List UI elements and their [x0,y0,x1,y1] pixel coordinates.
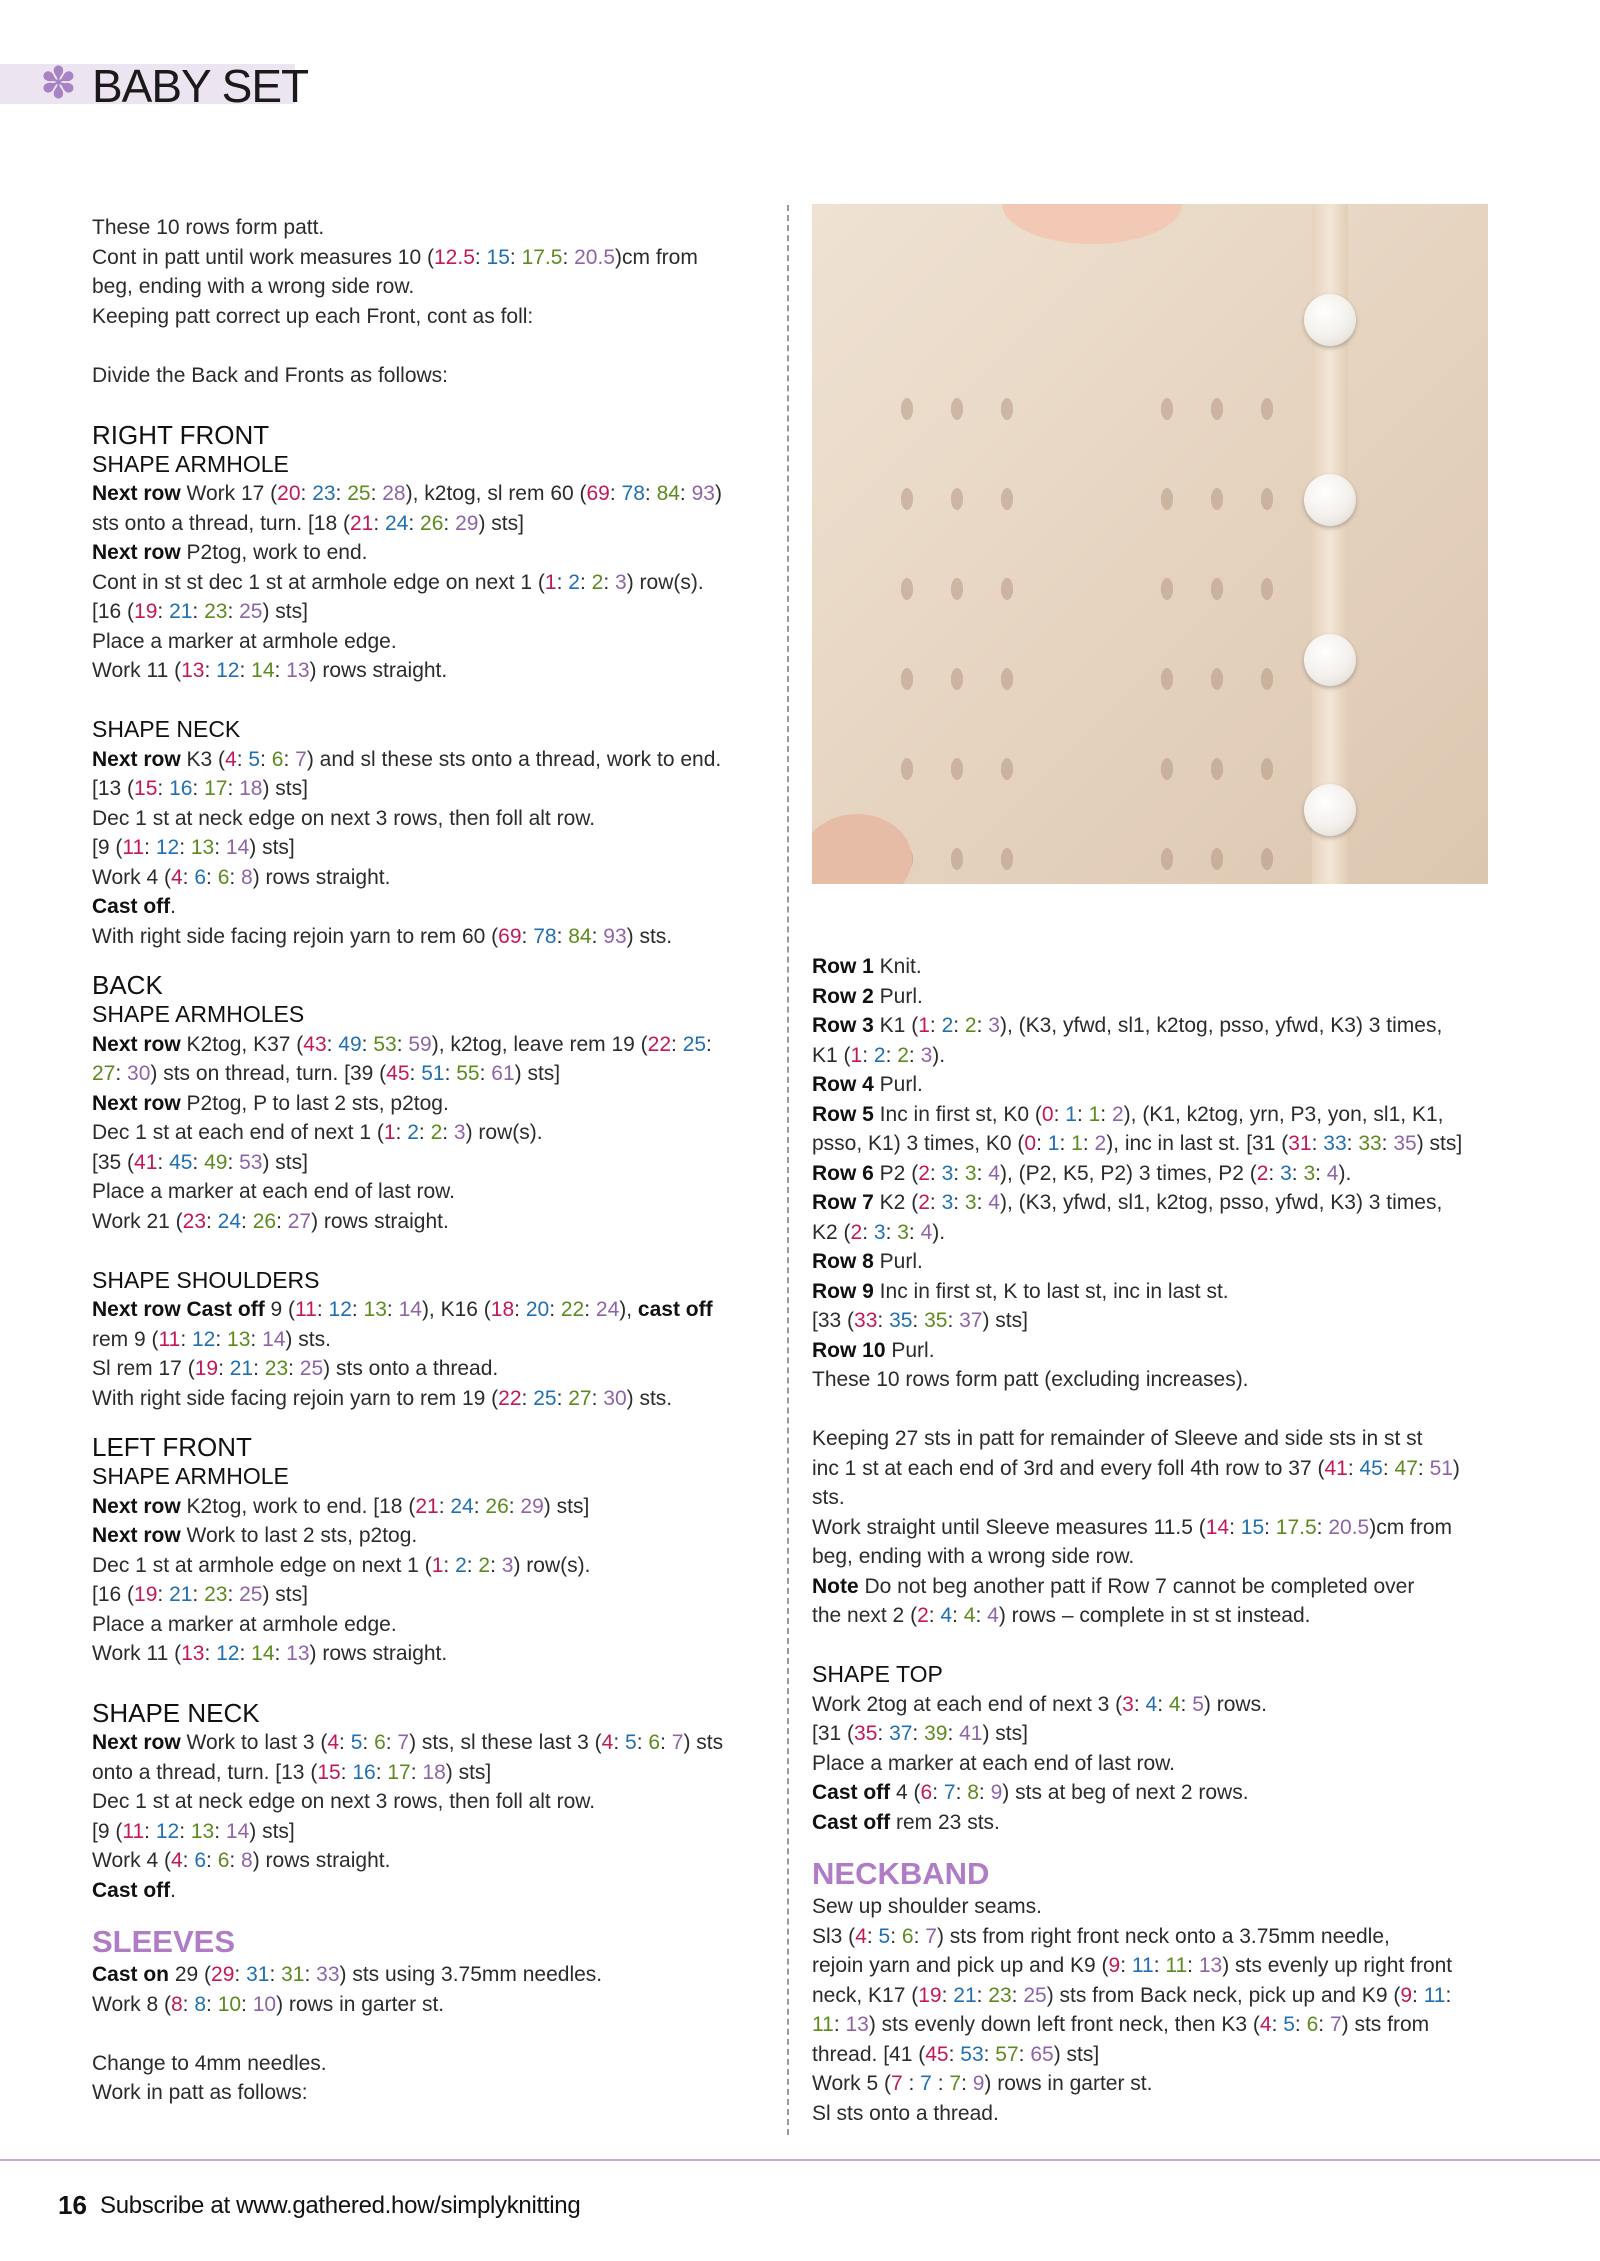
text-line: Place a marker at each end of last row. [812,1751,1176,1775]
text-line: 11: 13) sts evenly down left front neck, then K3 (4: 5: 6: 7) sts from [812,2013,1430,2036]
text-line: Place a marker at armhole edge. [92,629,397,653]
text-line: Sew up shoulder seams. [812,1895,1042,1918]
subheading-shape-neck: SHAPE NECK [92,716,241,742]
text-line: Cast on 29 (29: 31: 31: 33) sts using 3.75mm needles. [92,1963,603,1986]
section-heading-neckband: NECKBAND [812,1856,990,1891]
text-line: Next row K2tog, work to end. [18 (21: 24: 26: 29) sts] [92,1494,590,1518]
right-column [812,952,1512,2128]
text-line: Dec 1 st at each end of next 1 (1: 2: 2: 3) row(s). [92,1121,543,1144]
text-line: These 10 rows form patt. [92,216,325,239]
text-line: beg, ending with a wrong side row. [812,1545,1135,1568]
subheading-shape-neck: SHAPE NECK [92,1698,260,1728]
text-line: Row 1 Knit. [812,955,922,978]
text-line: Cast off. [92,895,177,918]
text-line: Work 11 (13: 12: 14: 13) rows straight. [92,659,448,682]
left-column [92,213,772,2108]
text-line: Cast off rem 23 sts. [812,1810,1000,1834]
text-line: With right side facing rejoin yarn to rem 19 (22: 25: 27: 30) sts. [92,1386,673,1410]
text-line: Next row Cast off 9 (11: 12: 13: 14), K16 (18: 20: 22: 24), cast off [92,1298,713,1321]
subheading-shape-armhole: SHAPE ARMHOLE [92,450,289,477]
lace-pattern [882,364,1032,884]
text-line: rem 9 (11: 12: 13: 14) sts. [92,1327,331,1351]
text-line: Work 4 (4: 6: 6: 8) rows straight. [92,865,391,889]
text-line: Dec 1 st at neck edge on next 3 rows, then foll alt row. [92,806,596,830]
text-line: Cont in patt until work measures 10 (12.5: 15: 17.5: 20.5)cm from [92,245,698,269]
text-line: [9 (11: 12: 13: 14) sts] [92,1819,295,1843]
text-line: Cont in st st dec 1 st at armhole edge on next 1 (1: 2: 2: 3) row(s). [92,570,704,594]
lace-pattern [1142,364,1292,884]
text-line: inc 1 st at each end of 3rd and every foll 4th row to 37 (41: 45: 47: 51) [812,1456,1460,1480]
text-line: Next row P2tog, P to last 2 sts, p2tog. [92,1091,449,1115]
text-line: [13 (15: 16: 17: 18) sts] [92,777,308,800]
button [1304,634,1356,686]
subheading-shape-armhole: SHAPE ARMHOLE [92,1463,289,1489]
page-number: 16 [58,2190,87,2220]
text-line: [33 (33: 35: 35: 37) sts] [812,1309,1028,1332]
section-heading-right-front: RIGHT FRONT [92,419,270,450]
text-line: Cast off 4 (6: 7: 8: 9) sts at beg of next 2 rows. [812,1781,1249,1804]
column-divider [787,205,789,2135]
text-line: K1 (1: 2: 2: 3). [812,1043,946,1067]
text-line: Row 6 P2 (2: 3: 3: 4), (P2, K5, P2) 3 times, P2 (2: 3: 3: 4). [812,1161,1352,1185]
section-heading-sleeves: SLEEVES [92,1924,235,1959]
text-line: rejoin yarn and pick up and K9 (9: 11: 11: 13) sts evenly up right front [812,1954,1453,1977]
subheading-shape-armholes: SHAPE ARMHOLES [92,1001,305,1027]
text-line: Dec 1 st at neck edge on next 3 rows, then foll alt row. [92,1790,596,1813]
text-line: Row 4 Purl. [812,1073,923,1096]
page-title: BABY SET [92,60,309,112]
text-line: Place a marker at armhole edge. [92,1612,397,1636]
button [1304,784,1356,836]
text-line: Sl sts onto a thread. [812,2101,999,2125]
footer-rule [0,2159,1600,2161]
text-line: Row 10 Purl. [812,1338,935,1362]
button [1304,474,1356,526]
text-line: Place a marker at each end of last row. [92,1180,456,1203]
footer-subscribe-link[interactable]: Subscribe at www.gathered.how/simplyknitting [100,2192,581,2219]
text-line: Cast off. [92,1878,177,1902]
text-line: Dec 1 st at armhole edge on next 1 (1: 2: 2: 3) row(s). [92,1553,591,1577]
text-line: the next 2 (2: 4: 4: 4) rows – complete in st st instead. [812,1604,1311,1627]
text-line: neck, K17 (19: 21: 23: 25) sts from Back neck, pick up and K9 (9: 11: [812,1983,1452,2007]
text-line: With right side facing rejoin yarn to rem 60 (69: 78: 84: 93) sts. [92,924,673,948]
text-line: [31 (35: 37: 39: 41) sts] [812,1722,1028,1745]
text-line: Next row Work 17 (20: 23: 25: 28), k2tog, sl rem 60 (69: 78: 84: 93) [92,482,722,505]
text-line: Row 5 Inc in first st, K0 (0: 1: 1: 2), (K1, k2tog, yrn, P3, yon, sl1, K1, [812,1102,1444,1126]
text-line: Row 7 K2 (2: 3: 3: 4), (K3, yfwd, sl1, k2tog, psso, yfwd, K3) 3 times, [812,1191,1443,1214]
text-line: Next row Work to last 3 (4: 5: 6: 7) sts, sl these last 3 (4: 5: 6: 7) sts [92,1731,724,1754]
text-line: Change to 4mm needles. [92,2051,327,2075]
text-line: Row 3 K1 (1: 2: 2: 3), (K3, yfwd, sl1, k2tog, psso, yfwd, K3) 3 times, [812,1014,1443,1037]
text-line: [9 (11: 12: 13: 14) sts] [92,836,295,859]
text-line: Work 11 (13: 12: 14: 13) rows straight. [92,1642,448,1665]
text-line: sts onto a thread, turn. [18 (21: 24: 26: 29) sts] [92,511,524,535]
text-line: Row 2 Purl. [812,984,923,1008]
text-line: Sl rem 17 (19: 21: 23: 25) sts onto a thread. [92,1357,499,1380]
text-line: psso, K1) 3 times, K0 (0: 1: 1: 2), inc in last st. [31 (31: 33: 33: 35) sts] [812,1132,1463,1155]
text-line: Work 2tog at each end of next 3 (3: 4: 4: 5) rows. [812,1692,1267,1716]
text-line: Row 8 Purl. [812,1250,923,1273]
text-line: Work 8 (8: 8: 10: 10) rows in garter st. [92,1992,445,2016]
text-line: Keeping patt correct up each Front, cont as foll: [92,304,534,328]
text-line: [16 (19: 21: 23: 25) sts] [92,1583,308,1606]
text-line: Sl3 (4: 5: 6: 7) sts from right front neck onto a 3.75mm needle, [812,1924,1390,1948]
text-line: Work 5 (7 : 7 : 7: 9) rows in garter st. [812,2072,1153,2095]
text-line: sts. [812,1486,845,1509]
text-line: These 10 rows form patt (excluding increases). [812,1368,1249,1391]
text-line: Keeping 27 sts in patt for remainder of Sleeve and side sts in st st [812,1427,1423,1450]
text-line: [16 (19: 21: 23: 25) sts] [92,600,308,623]
text-line: Work 21 (23: 24: 26: 27) rows straight. [92,1209,449,1233]
baby-chin [1002,204,1182,244]
button [1304,294,1356,346]
subheading-shape-top: SHAPE TOP [812,1661,943,1687]
text-line: onto a thread, turn. [13 (15: 16: 17: 18) sts] [92,1760,492,1784]
text-line: [35 (41: 45: 49: 53) sts] [92,1150,308,1174]
section-heading-back: BACK [92,970,163,1000]
text-line: Note Do not beg another patt if Row 7 cannot be completed over [812,1574,1415,1598]
cardigan-photo [812,204,1488,884]
text-line: thread. [41 (45: 53: 57: 65) sts] [812,2042,1100,2066]
text-line: Next row P2tog, work to end. [92,541,368,564]
text-line: Work in patt as follows: [92,2081,308,2104]
text-line: Work straight until Sleeve measures 11.5 (14: 15: 17.5: 20.5)cm from [812,1515,1453,1539]
flower-icon: ✽ [40,59,77,108]
text-line: Next row K3 (4: 5: 6: 7) and sl these sts onto a thread, work to end. [92,747,722,771]
text-line: beg, ending with a wrong side row. [92,275,415,298]
subheading-shape-shoulders: SHAPE SHOULDERS [92,1266,320,1293]
text-line: K2 (2: 3: 3: 4). [812,1220,946,1244]
text-line: Divide the Back and Fronts as follows: [92,363,448,387]
text-line: Work 4 (4: 6: 6: 8) rows straight. [92,1849,391,1872]
text-line: Row 9 Inc in first st, K to last st, inc in last st. [812,1279,1229,1303]
text-line: Next row K2tog, K37 (43: 49: 53: 59), k2tog, leave rem 19 (22: 25: [92,1032,712,1056]
text-line: Next row Work to last 2 sts, p2tog. [92,1524,418,1547]
section-heading-left-front: LEFT FRONT [92,1432,252,1462]
text-line: 27: 30) sts on thread, turn. [39 (45: 51: 55: 61) sts] [92,1062,561,1085]
